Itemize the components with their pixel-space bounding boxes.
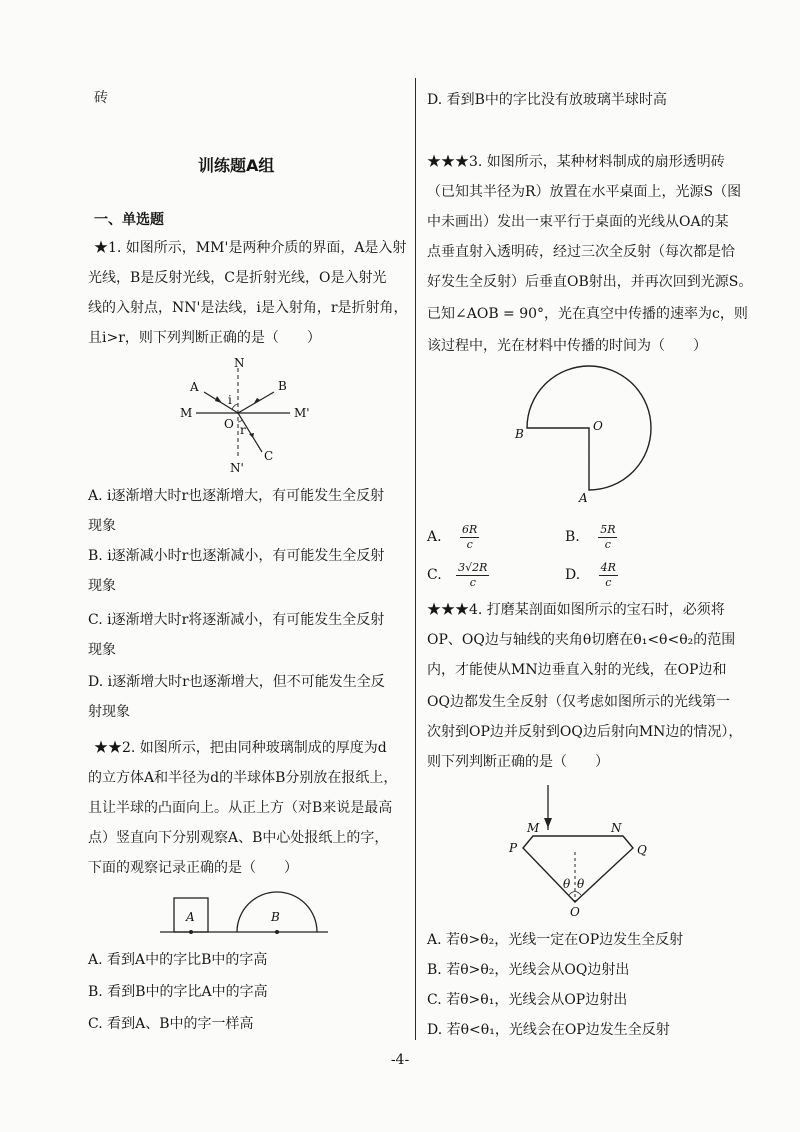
fig4-label-P: P [509, 841, 518, 855]
q3-option-a [427, 520, 479, 554]
column-divider [415, 78, 416, 1040]
fig1-label-i: i [228, 393, 232, 407]
q1-option-d-cont: 射现象 [88, 704, 130, 720]
q3-stem-line: 该过程中，光在材料中传播的时间为（ ） [427, 338, 707, 354]
q2-stem-line: 的立方体A和半径为d的半球体B分别放在报纸上， [88, 770, 398, 786]
q2-stem-line: 下面的观察记录正确的是（ ） [88, 860, 298, 876]
q3-stem-line: 已知∠AOB = 90°，光在真空中传播的速率为c，则 [427, 306, 748, 322]
continued-word: 砖 [94, 90, 108, 106]
q3-option-b-numerator: 5R [600, 522, 616, 536]
fig3-label-B: B [515, 427, 524, 441]
left-column [88, 0, 410, 1132]
q4-option-c: C. 若θ>θ₁，光线会从OP边射出 [427, 992, 628, 1008]
q1-option-c-cont: 现象 [88, 642, 116, 658]
section-heading: 一、单选题 [94, 212, 164, 228]
q3-option-c-denominator: c [469, 575, 476, 589]
q3-option-b-denominator: c [604, 537, 611, 551]
fig2-label-A: A [186, 910, 195, 924]
q3-stem-line: 好发生全反射）后垂直OB射出，并再次回到光源S。 [427, 274, 753, 290]
q3-sector-figure [507, 368, 677, 508]
q3-option-a-denominator: c [466, 537, 473, 551]
fig3-label-A: A [579, 491, 588, 505]
q4-gem-figure [503, 780, 673, 920]
q2-stem-line: ★★2. 如图所示，把由同种玻璃制成的厚度为d [94, 740, 387, 756]
fig1-label-O: O [224, 417, 234, 431]
q1-stem-line: 线的入射点，NN'是法线，i是入射角，r是折射角， [88, 300, 408, 316]
fig1-label-M: M [180, 406, 193, 420]
q3-option-c-letter: C. [427, 567, 442, 583]
q1-option-c: C. i逐渐增大时r将逐渐减小，有可能发生全反射 [88, 612, 385, 628]
q4-stem-line: 次射到OP边并反射到OQ边后射向MN边的情况）， [427, 724, 743, 740]
q4-stem-line: ★★★4. 打磨某剖面如图所示的宝石时，必须将 [427, 602, 725, 618]
q2-option-a: A. 看到A中的字比B中的字高 [88, 952, 268, 968]
q4-stem-line: 内，才能使从MN边垂直入射的光线，在OP边和 [427, 662, 727, 678]
q1-stem-line: ★1. 如图所示，MM'是两种介质的界面，A是入射 [94, 240, 407, 256]
q2-option-d: D. 看到B中的字比没有放玻璃半球时高 [427, 92, 667, 108]
q3-option-a-numerator: 6R [462, 522, 478, 536]
q2-cube-hemisphere-figure [160, 888, 340, 940]
q1-option-b-cont: 现象 [88, 578, 116, 594]
q3-option-b [565, 520, 617, 554]
fig4-label-theta-left: θ [563, 877, 571, 891]
q1-option-b: B. i逐渐减小时r也逐渐减小，有可能发生全反射 [88, 548, 385, 564]
fig4-label-M: M [527, 821, 540, 835]
fig4-label-N: N [611, 821, 622, 835]
fig1-label-B: B [278, 379, 287, 393]
q2-stem-line: 且让半球的凸面向上。从正上方（对B来说是最高 [88, 800, 393, 816]
q3-stem-line: 点垂直射入透明砖，经过三次全反射（每次都是恰 [427, 244, 735, 260]
q2-option-b: B. 看到B中的字比A中的字高 [88, 984, 268, 1000]
q1-refraction-figure [178, 358, 318, 478]
q1-stem-line: 光线，B是反射光线，C是折射光线，O是入射光 [88, 270, 387, 286]
q3-option-c-numerator: 3√2R [458, 560, 488, 574]
section-title: 训练题A组 [198, 156, 275, 175]
q1-option-a-cont: 现象 [88, 518, 116, 534]
fig3-label-O: O [593, 419, 603, 433]
q4-option-b: B. 若θ>θ₂，光线会从OQ边射出 [427, 962, 630, 978]
q1-option-d: D. i逐渐增大时r也逐渐增大，但不可能发生全反 [88, 674, 385, 690]
q3-option-d-letter: D. [565, 567, 581, 583]
q1-option-a: A. i逐渐增大时r也逐渐增大，有可能发生全反射 [88, 488, 385, 504]
q4-option-a: A. 若θ>θ₂，光线一定在OP边发生全反射 [427, 932, 684, 948]
fig2-label-B: B [271, 910, 280, 924]
q3-option-d-numerator: 4R [600, 560, 616, 574]
q4-stem-line: OP、OQ边与轴线的夹角θ切磨在θ₁<θ<θ₂的范围 [427, 632, 736, 648]
q2-option-c: C. 看到A、B中的字一样高 [88, 1016, 254, 1032]
fig4-label-theta-right: θ [577, 877, 585, 891]
fig1-label-r: r [240, 423, 246, 437]
q3-option-b-letter: B. [565, 529, 580, 545]
fig1-label-C: C [264, 449, 274, 463]
q3-option-d-denominator: c [605, 575, 612, 589]
fig1-label-N: N [234, 356, 245, 370]
fig4-label-Q: Q [637, 843, 647, 857]
q1-stem-line: 且i>r，则下列判断正确的是（ ） [88, 330, 321, 346]
q3-stem-line: ★★★3. 如图所示，某种材料制成的扇形透明砖 [427, 154, 725, 170]
q3-option-d [565, 558, 618, 592]
page-number: -4- [390, 1052, 410, 1068]
q3-stem-line: 中未画出）发出一束平行于桌面的光线从OA的某 [427, 214, 729, 230]
fig1-label-M-prime: M' [294, 406, 310, 420]
fig1-label-A: A [190, 380, 199, 394]
right-column [425, 0, 765, 1132]
fig4-label-O: O [570, 905, 580, 919]
q4-stem-line: OQ边都发生全反射（仅考虑如图所示的光线第一 [427, 694, 730, 710]
q3-option-a-letter: A. [427, 529, 442, 545]
q3-stem-line: （已知其半径为R）放置在水平桌面上，光源S（图 [427, 184, 742, 200]
q4-stem-line: 则下列判断正确的是（ ） [427, 754, 609, 770]
q3-option-c [427, 558, 489, 592]
fig1-label-N-prime: N' [230, 461, 244, 475]
q4-option-d: D. 若θ<θ₁，光线会在OP边发生全反射 [427, 1022, 670, 1038]
q2-stem-line: 点）竖直向下分别观察A、B中心处报纸上的字， [88, 830, 389, 846]
